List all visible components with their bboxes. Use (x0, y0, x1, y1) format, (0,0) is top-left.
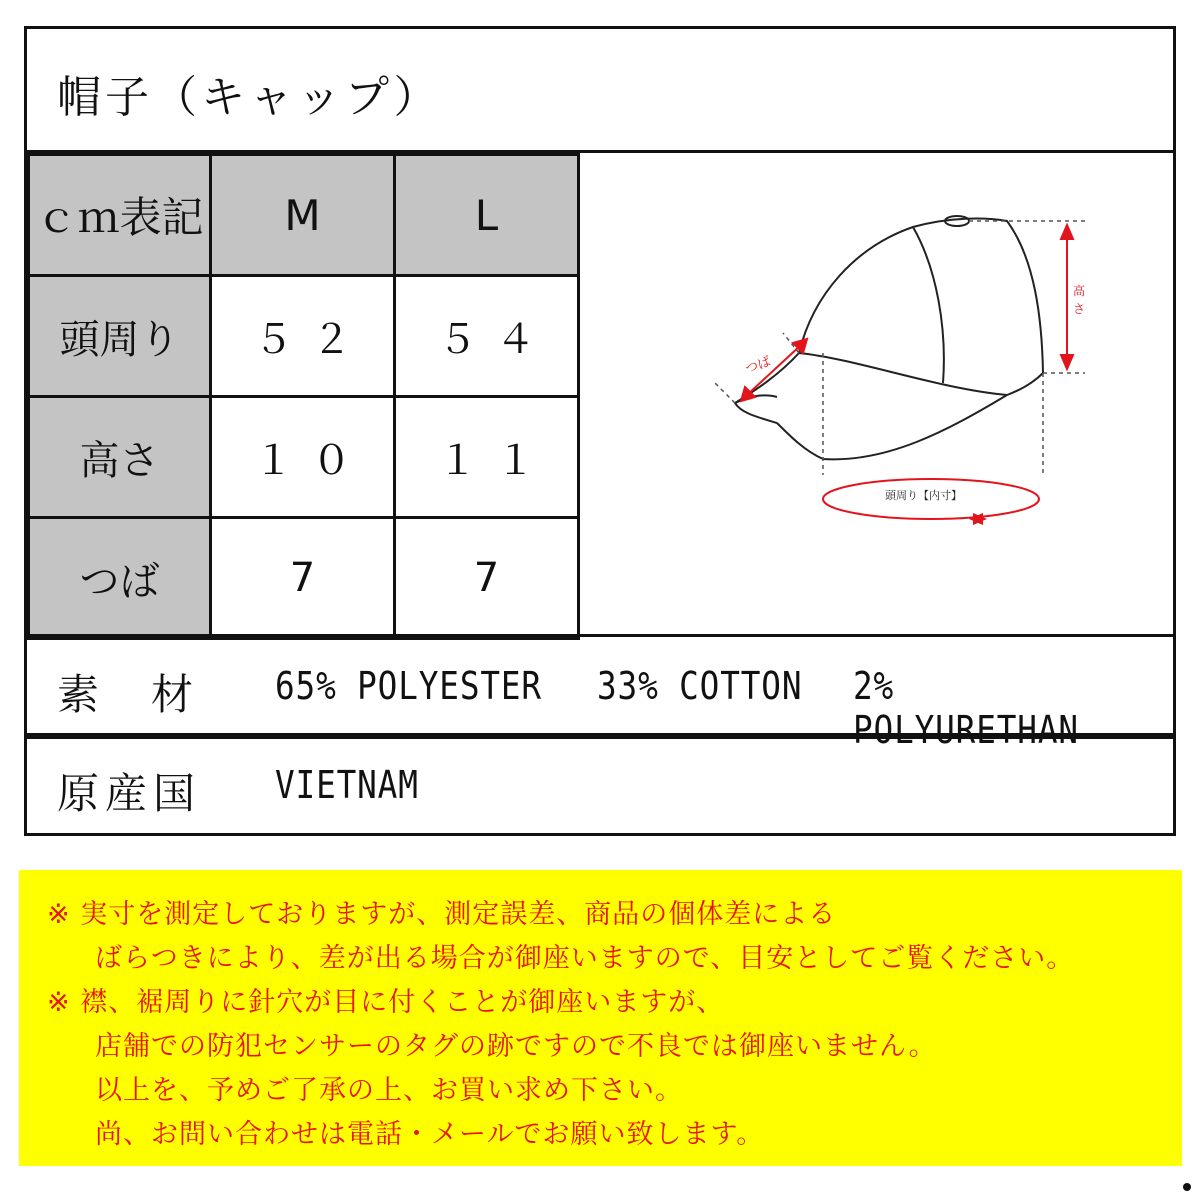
notice-line: ※ 実寸を測定しておりますが、測定誤差、商品の個体差による (47, 899, 837, 930)
table-cell: ５２ (211, 276, 395, 397)
origin-label: 原産国 (57, 769, 202, 818)
material-value: 2% POLYURETHAN (853, 664, 1079, 752)
table-row-label: つば (29, 518, 211, 639)
brim-label: つば (743, 354, 774, 378)
material-row (27, 634, 1173, 752)
corner-dot (1183, 1183, 1191, 1191)
table-row-label: 高さ (29, 397, 211, 518)
page-title: 帽子（キャップ） (57, 72, 442, 123)
table-cell: 7 (395, 518, 579, 639)
head-circumference-label: 頭周り【内寸】 (885, 489, 962, 502)
guide-lines (715, 221, 1085, 475)
head-arrowheads (969, 513, 987, 525)
size-table (27, 153, 580, 640)
origin-row (27, 736, 1173, 833)
material-value: 33% COTTON (597, 664, 803, 708)
material-label-part: 素 (57, 670, 106, 719)
size-chart-sheet (24, 26, 1176, 836)
origin-value: VIETNAM (275, 763, 419, 807)
table-header-cell: L (395, 155, 579, 276)
material-label (57, 662, 199, 722)
table-header-row (29, 155, 579, 276)
notice-line: ばらつきにより、差が出る場合が御座いますので、目安としてご覧ください。 (95, 943, 1075, 974)
table-row (29, 397, 579, 518)
material-value: 65% POLYESTER (275, 664, 542, 708)
notice-line: ※ 襟、裾周りに針穴が目に付くことが御座いますが、 (47, 987, 725, 1018)
notice-line: 以上を、予めご了承の上、お買い求め下さい。 (95, 1075, 683, 1106)
table-header-cell: ｃｍ表記 (29, 155, 211, 276)
height-label-1: 高 (1073, 284, 1086, 298)
table-row (29, 276, 579, 397)
cap-outline (735, 216, 1043, 459)
cap-measurement-diagram (587, 169, 1147, 609)
title-row (27, 29, 1173, 153)
material-label-part: 材 (151, 670, 200, 719)
table-cell: 7 (211, 518, 395, 639)
notice-box (19, 870, 1182, 1166)
notice-line: 尚、お問い合わせは電話・メールでお願い致します。 (95, 1119, 765, 1150)
height-label-2: さ (1073, 302, 1086, 316)
height-arrow (1061, 225, 1073, 369)
table-cell: １０ (211, 397, 395, 518)
table-row (29, 518, 579, 639)
notice-line: 店舗での防犯センサーのタグの跡ですので不良では御座いません。 (95, 1031, 937, 1062)
table-cell: １１ (395, 397, 579, 518)
table-cell: ５４ (395, 276, 579, 397)
table-header-cell: M (211, 155, 395, 276)
table-row-label: 頭周り (29, 276, 211, 397)
